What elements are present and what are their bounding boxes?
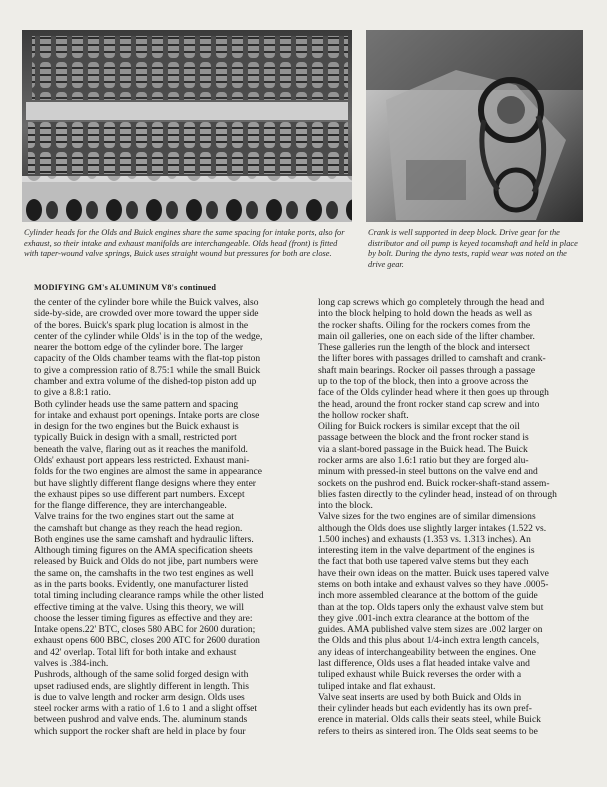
body-column-right <box>318 297 590 737</box>
cylinder-heads-photo <box>22 30 352 222</box>
running-head: MODIFYING GM's ALUMINUM V8's continued <box>34 283 217 292</box>
body-text-left: the center of the cylinder bore while the Buick valves, also side-by-side, are crowded over more toward the upper side of the bores. Buick's spark plug location is almost in the center of the cylinder while Olds' is in the top of the wedge, nearer the bottom edge of the cylinder bore. The larger capacity of the Olds chamber teams with the flat-top piston to give a compression ratio of 8.75:1 while the small Buick chamber and extra volume of the dished-top piston add up to give a 8.8:1 ratio. Both cylinder heads use the same pattern and spacing for intake and exhaust port openings. Intake ports are close in design for the two engines but the Buick exhaust is typically Buick in design with a small, restricted port beneath the valve, flaring out as it reaches the manifold. Olds' exhaust port appears less restricted. Exhaust mani- folds for the two engines are almost the same in appearance but have slightly different flange designs where they enter the exhaust pipes so use different part numbers. Except for the flange difference, they are interchangeable. Valve trains for the two engines start out the same at the camshaft but change as they reach the head region. Both engines use the same camshaft and hydraulic lifters. Although timing figures on the AMA specification sheets released by Buick and Olds do not jibe, part numbers were the same on, the camshafts in the two test engines as well as in the parts books. Evidently, one manufacturer listed total timing including clearance ramps while the other listed effective timing at the valve. Using this theory, we will choose the lesser timing figures as effective and they are: Intake opens.22' BTC, closes 580 ABC for 2600 duration; exhaust opens 600 BBC, closes 200 ATC for 2600 duration and 42' overlap. Total lift for both intake and exhaust valves is .384-inch. Pushrods, although of the same solid forged design with upset radiused ends, are slightly different in length. This is due to valve length and rocker arm design. Olds uses steel rocker arms with a ratio of 1.6 to 1 and a slight offset between pushrod and valve ends. The. aluminum stands which support the rocker shaft are held in place by four <box>34 297 264 737</box>
crank-timing-chain-photo <box>366 30 583 222</box>
crank-timing-chain-photo-icon <box>366 30 583 222</box>
figure-caption-right: Crank is well supported in deep block. Drive gear for the distributor and oil pump is keyed tocamshaft and held in place by bolt. During the dyno tests, rapid wear was noted on the drive gear. <box>368 228 578 269</box>
figure-caption-left: Cylinder heads for the Olds and Buick engines share the same spacing for intake ports, also for exhaust, so their intake and exhaust manifolds are interchangeable. Olds head (front) is fitted with taper-wound valve springs, Buick uses straight wound but pressures for both are close. <box>24 228 345 259</box>
cylinder-heads-photo-icon <box>22 30 352 222</box>
body-column-left <box>34 297 310 737</box>
body-text-right: long cap screws which go completely through the head and into the block helping to hold down the heads as well as the rocker shafts. Oiling for the rockers comes from the main oil galleries, one on each side of the lifter chamber. These galleries run the length of the block and intersect the lifter bores with passages drilled to camshaft and crank- shaft main bearings. Rocker oil passes through a passage up to the top of the block, then into a groove across the face of the Olds cylinder head where it then goes up through the head, around the front rocker stand cap screw and into the hollow rocker shaft. Oiling for Buick rockers is similar except that the oil passage between the block and the front rocker stand is via a slant-bored passage in the Buick head. The Buick rocker arms are also 1.6:1 ratio but they are forged alu- minum with pressed-in steel buttons on the valve end and sockets on the pushrod end. Buick rocker-shaft-stand assem- blies fasten directly to the cylinder head, instead of on through into the block. Valve sizes for the two engines are of similar dimensions although the Olds does use slightly larger intakes (1.522 vs. 1.500 inches) and exhausts (1.353 vs. 1.313 inches). An interesting item in the valve department of the engines is the fact that both use tapered valve stems but they each have their own ideas on the matter. Buick uses tapered valve stems on both intake and exhaust valves so they have .0005- inch more assembled clearance at the bottom of the guide than at the top. Olds tapers only the exhaust valve stem but they give .001-inch extra clearance at the bottom of the guides. AMA published valve stem sizes are .002 larger on the Olds and this plus about 1/4-inch extra length cancels, any ideas of interchangeability between the engines. One last difference, Olds uses a flat headed intake valve and tuliped exhaust while Buick reverses the order with a tuliped intake and flat exhaust. Valve seat inserts are used by both Buick and Olds in their cylinder heads but each evidently has its own pref- erence in material. Olds calls their seats steel, while Buick refers to theirs as sintered iron. The Olds seat seems to be <box>318 297 557 737</box>
